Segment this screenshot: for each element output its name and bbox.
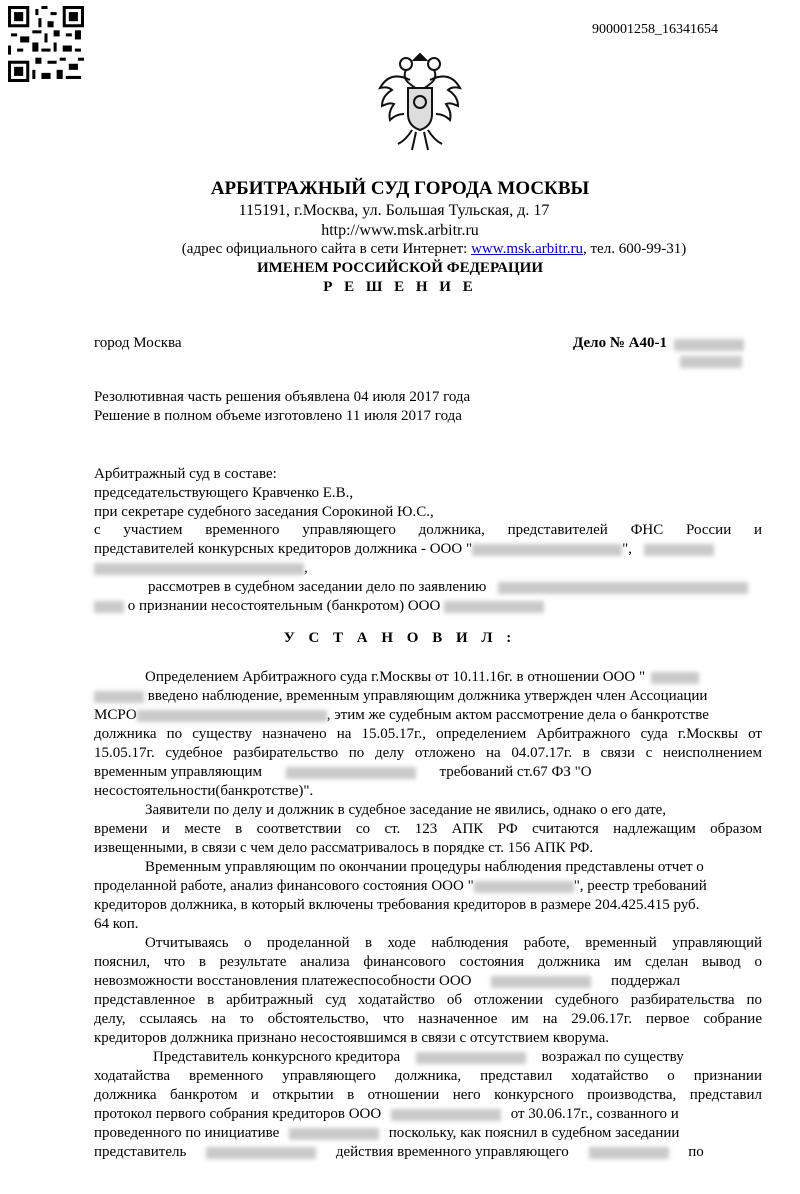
- redacted-block: [472, 544, 622, 556]
- text-fragment: Определением Арбитражного суда г.Москвы от 10.11.16г. в отношении ООО ": [145, 669, 646, 685]
- redacted-block: [94, 601, 124, 613]
- redacted-block: [286, 767, 416, 779]
- paragraph-line: ходатайства временного управляющего должника, представил ходатайство о признании: [94, 1068, 762, 1084]
- text-fragment: действия временного управляющего: [335, 1144, 569, 1160]
- text-fragment: возражал по существу: [541, 1049, 684, 1065]
- text-fragment: проделанной работе, анализ финансового состояния ООО ": [94, 878, 474, 894]
- text-fragment: поддержал: [611, 973, 681, 989]
- site-link[interactable]: www.msk.arbitr.ru: [471, 241, 583, 257]
- text-fragment: по: [688, 1144, 704, 1160]
- paragraph-line: времени и месте в соответствии со ст. 123 АПК РФ считаются надлежащим образом: [94, 821, 762, 837]
- paragraph-line: должника банкротом и открытии в отношении него конкурсного производства, представил: [94, 1087, 762, 1103]
- paragraph-line: Отчитываясь о проделанной в ходе наблюдения работе, временный управляющий: [145, 935, 762, 951]
- site-prefix: (адрес официального сайта в сети Интернет:: [181, 241, 472, 257]
- text-fragment: временным управляющим: [94, 764, 262, 780]
- paragraph-line: кредиторов должника, в который включены требования кредиторов в размере 204.425.415 руб.: [94, 897, 700, 913]
- established-heading: У С Т А Н О В И Л :: [283, 630, 517, 646]
- redacted-block: [94, 691, 144, 703]
- redacted-block: [589, 1147, 669, 1159]
- paragraph-line: [94, 764, 592, 781]
- document-id: 900001258_16341654: [592, 22, 718, 37]
- composition-line: при секретаре судебного заседания Сорокиной Ю.С.,: [94, 504, 434, 520]
- redacted-block: [444, 601, 544, 613]
- paragraph-line: [94, 688, 707, 705]
- paragraph-line: должника по существу назначено на 15.05.17г., определением Арбитражного суда г.Москвы от: [94, 726, 762, 742]
- paragraph-line: [94, 1125, 679, 1142]
- text-fragment: невозможности восстановления платежеспособности ООО: [94, 973, 472, 989]
- composition-line: [148, 579, 748, 596]
- redacted-block: [94, 563, 304, 575]
- text-fragment: ,: [304, 560, 308, 576]
- paragraph-line: делу, ссылаясь на то обстоятельство, что назначенное им на 29.06.17г. первое собрание: [94, 1011, 762, 1027]
- text-fragment: представитель: [94, 1144, 187, 1160]
- court-name: АРБИТРАЖНЫЙ СУД ГОРОДА МОСКВЫ: [210, 178, 590, 199]
- redacted-block: [137, 710, 327, 722]
- composition-line: [94, 541, 714, 558]
- text-fragment: МСРО: [94, 707, 137, 723]
- paragraph-line: пояснил, что в результате анализа финансового состояния должника им сделан вывод о: [94, 954, 762, 970]
- court-address: 115191, г.Москва, ул. Большая Тульская, д. 17: [238, 202, 550, 219]
- redacted-block: [680, 356, 742, 368]
- composition-line: председательствующего Кравченко Е.В.,: [94, 485, 354, 501]
- redacted-block: [289, 1128, 379, 1140]
- redacted-block: [474, 881, 574, 893]
- decision-heading: Р Е Ш Е Н И Е: [323, 279, 477, 295]
- federation-heading: ИМЕНЕМ РОССИЙСКОЙ ФЕДЕРАЦИИ: [256, 260, 544, 276]
- text-fragment: введено наблюдение, временным управляющим должника утвержден член Ассоциации: [147, 688, 708, 704]
- text-fragment: проведенного по инициативе: [94, 1125, 280, 1141]
- qr-code-icon: [8, 6, 84, 82]
- paragraph-line: [145, 669, 699, 686]
- text-fragment: рассмотрев в судебном заседании дело по заявлению: [148, 579, 487, 595]
- paragraph-line: Временным управляющим по окончании процедуры наблюдения представлены отчет о: [145, 859, 704, 875]
- composition-line: Арбитражный суд в составе:: [94, 466, 277, 482]
- paragraph-line: [94, 973, 680, 990]
- redacted-block: [674, 339, 744, 351]
- redacted-block: [491, 976, 591, 988]
- city: город Москва: [94, 335, 182, 351]
- paragraph-line: кредиторов должника признано несостоявшимся в связи с отсутствием кворума.: [94, 1030, 610, 1046]
- redacted-block: [416, 1052, 526, 1064]
- text-fragment: о признании несостоятельным (банкротом) ООО: [127, 598, 445, 614]
- paragraph-line: несостоятельности(банкротстве)".: [94, 783, 314, 799]
- composition-line: [94, 598, 544, 615]
- text-fragment: от 30.06.17г., созванного и: [510, 1106, 679, 1122]
- paragraph-line: [94, 1144, 704, 1161]
- text-fragment: , этим же судебным актом рассмотрение дела о банкротстве: [326, 707, 709, 723]
- made-line: Решение в полном объеме изготовлено 11 июля 2017 года: [94, 408, 462, 424]
- composition-line: [94, 560, 308, 577]
- case-number: Дело № А40-1: [573, 335, 667, 351]
- paragraph-line: [94, 707, 709, 724]
- text-fragment: ",: [622, 541, 632, 557]
- paragraph-line: 15.05.17г. судебное разбирательство по делу отложено на 04.07.17г. в связи с неисполнением: [94, 745, 762, 761]
- text-fragment: представителей конкурсных кредиторов должника - ООО ": [94, 541, 473, 557]
- redacted-block: [498, 582, 748, 594]
- text-fragment: протокол первого собрания кредиторов ООО: [94, 1106, 382, 1122]
- text-fragment: поскольку, как пояснил в судебном заседании: [388, 1125, 680, 1141]
- site-line: [34, 241, 800, 258]
- coat-of-arms-icon: [376, 50, 464, 158]
- redacted-block: [651, 672, 699, 684]
- text-fragment: ", реестр требований: [573, 878, 707, 894]
- site-suffix: , тел. 600-99-31): [583, 241, 687, 257]
- paragraph-line: представленное в арбитражный суд ходатайство об отложении судебного разбирательства по: [94, 992, 762, 1008]
- composition-line: с участием временного управляющего должника, представителей ФНС России и: [94, 522, 762, 538]
- paragraph-line: [153, 1049, 684, 1066]
- court-url[interactable]: http://www.msk.arbitr.ru: [321, 222, 479, 239]
- redacted-block: [644, 544, 714, 556]
- text-fragment: требований ст.67 ФЗ "О: [439, 764, 592, 780]
- redacted-block: [206, 1147, 316, 1159]
- paragraph-line: извещенными, в связи с чем дело рассматривалось в порядке ст. 156 АПК РФ.: [94, 840, 594, 856]
- redacted-block: [391, 1109, 501, 1121]
- text-fragment: Представитель конкурсного кредитора: [153, 1049, 401, 1065]
- paragraph-line: Заявители по делу и должник в судебное заседание не явились, однако о его дате,: [145, 802, 667, 818]
- paragraph-line: [94, 878, 707, 895]
- paragraph-line: [94, 1106, 679, 1123]
- announced-line: Резолютивная часть решения объявлена 04 июля 2017 года: [94, 389, 471, 405]
- paragraph-line: 64 коп.: [94, 916, 139, 932]
